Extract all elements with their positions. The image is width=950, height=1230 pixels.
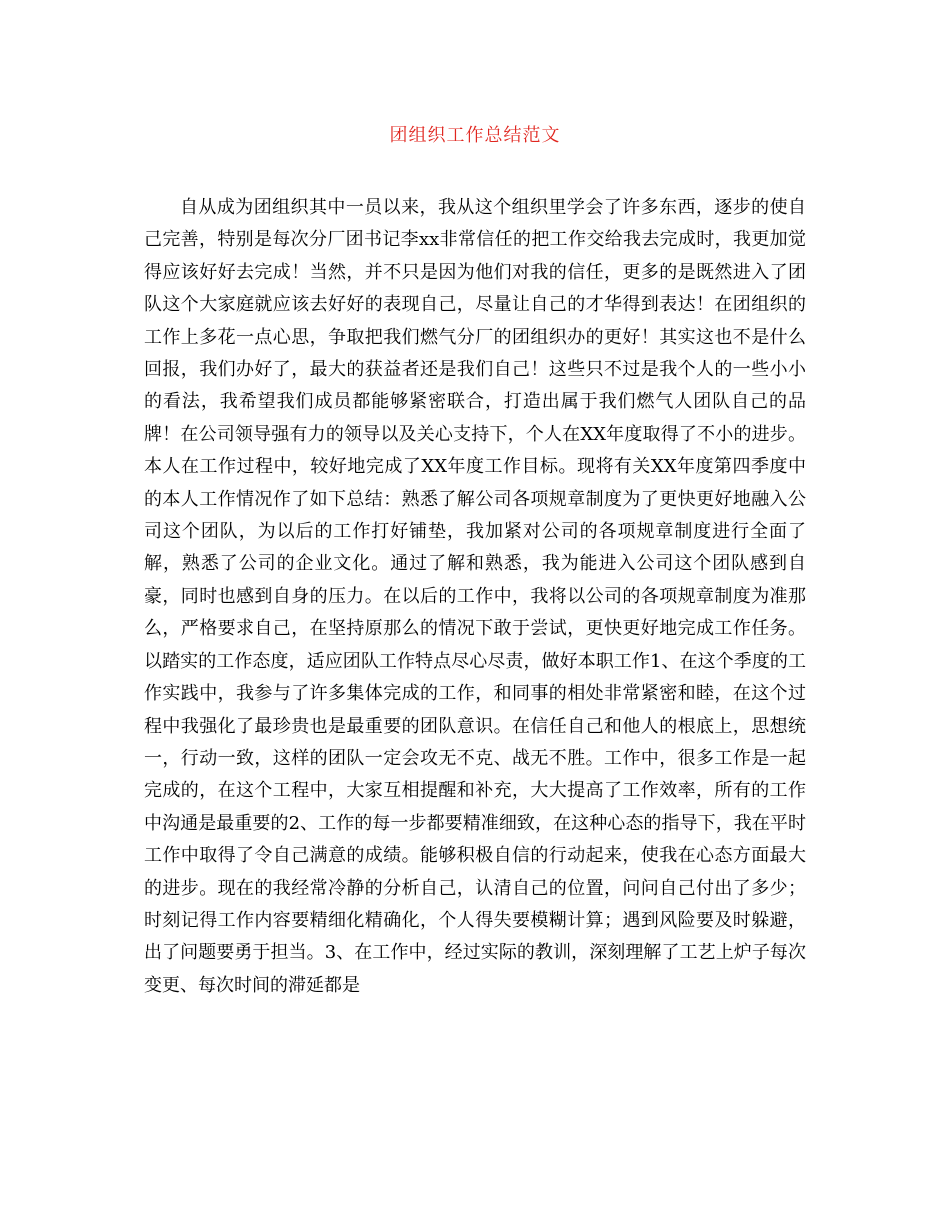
document-paragraph: 自从成为团组织其中一员以来，我从这个组织里学会了许多东西，逐步的使自己完善，特别是每次分厂团书记李xx非常信任的把工作交给我去完成时，我更加觉得应该好好去完成！当然，并不只是因为他们对我的信任，更多的是既然进入了团队这个大家庭就应该去好好的表现自己，尽量让自己的才华得到表达！在团组织的工作上多花一点心思，争取把我们燃气分厂的团组织办的更好！其实这也不是什么回报，我们办好了，最大的获益者还是我们自己！这些只不过是我个人的一些小小的看法，我希望我们成员都能够紧密联合，打造出属于我们燃气人团队自己的品牌！在公司领导强有力的领导以及关心支持下，个人在XX年度取得了不小的进步。本人在工作过程中，较好地完成了XX年度工作目标。现将有关XX年度第四季度中的本人工作情况作了如下总结：熟悉了解公司各项规章制度为了更快更好地融入公司这个团队，为以后的工作打好铺垫，我加紧对公司的各项规章制度进行全面了解，熟悉了公司的企业文化。通过了解和熟悉，我为能进入公司这个团队感到自豪，同时也感到自身的压力。在以后的工作中，我将以公司的各项规章制度为准那么，严格要求自己，在坚持原那么的情况下敢于尝试，更快更好地完成工作任务。以踏实的工作态度，适应团队工作特点尽心尽责，做好本职工作1、在这个季度的工作实践中，我参与了许多集体完成的工作，和同事的相处非常紧密和睦，在这个过程中我强化了最珍贵也是最重要的团队意识。在信任自己和他人的根底上，思想统一，行动一致，这样的团队一定会攻无不克、战无不胜。工作中，很多工作是一起完成的，在这个工程中，大家互相提醒和补充，大大提高了工作效率，所有的工作中沟通是最重要的2、工作的每一步都要精准细致，在这种心态的指导下，我在平时工作中取得了令自己满意的成绩。能够积极自信的行动起来，使我在心态方面最大的进步。现在的我经常冷静的分析自己，认清自己的位置，问问自己付出了多少；时刻记得工作内容要精细化精确化，个人得失要模糊计算；遇到风险要及时躲避，出了问题要勇于担当。3、在工作中，经过实际的教训，深刻理解了工艺上炉子每次变更、每次时间的滞延都是 (144, 197, 806, 996)
document-title: 团组织工作总结范文 (389, 125, 561, 146)
